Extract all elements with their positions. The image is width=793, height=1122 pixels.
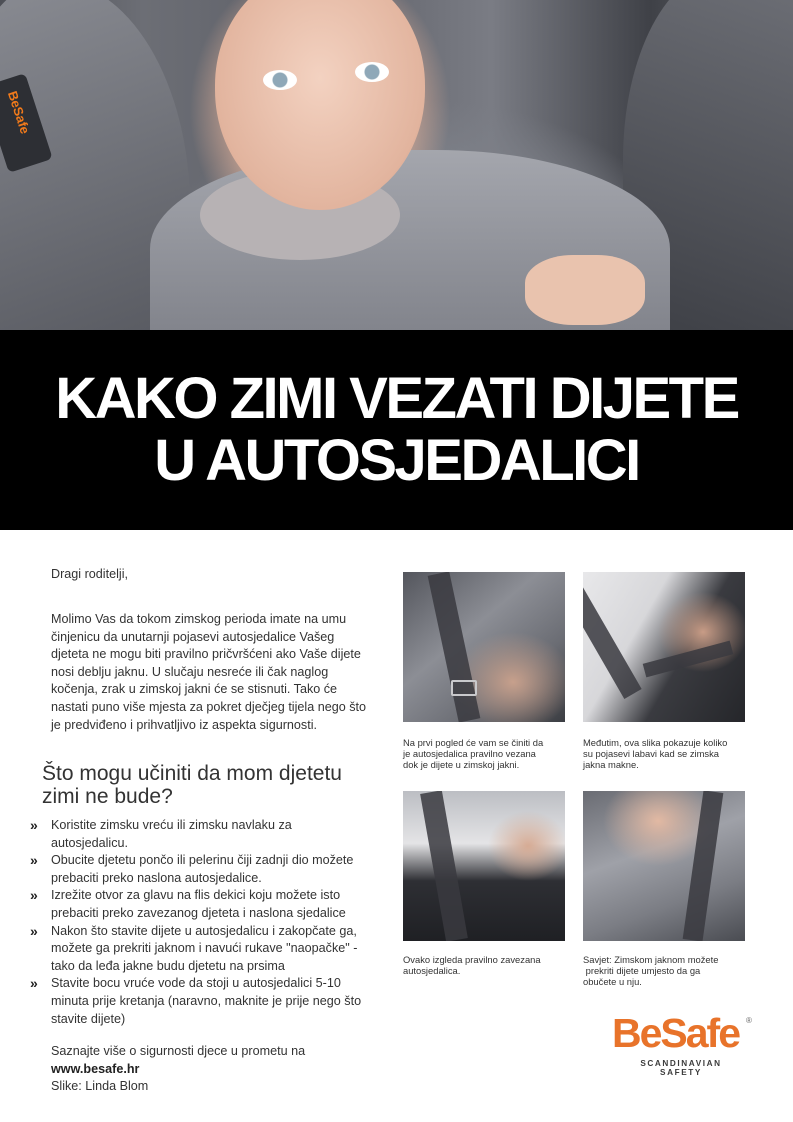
list-item [30, 923, 390, 976]
registered-mark: ® [746, 1016, 752, 1025]
list-item [30, 975, 390, 1028]
photo-caption [403, 737, 563, 770]
brand-logo [612, 1010, 762, 1080]
list-item-line: autosjedalicu. [51, 835, 129, 850]
intro-line: nosi deblju jaknu. U slučaju nesreće ili čak naglog [51, 664, 329, 679]
list-item-line: tako da leđa jakne budu djetetu na prsima [51, 958, 285, 973]
photo-caption [583, 954, 743, 987]
double-chevron-right-icon: » [30, 852, 35, 869]
caption-line: Savjet: Zimskom jaknom možete [583, 954, 719, 965]
list-item-line: Nakon što stavite dijete u autosjedalicu i zakopčate ga, [51, 923, 357, 938]
tagline-line: SAFETY [660, 1068, 702, 1077]
caption-line: su pojasevi labavi kad se zimska [583, 748, 720, 759]
list-item-line: prebaciti preko naslona autosjedalice. [51, 870, 262, 885]
intro-line: nastati puno više mjesta za pokret dječjeg tijela nego što [51, 699, 367, 714]
photo-jacket-on [403, 572, 565, 722]
photo-correct-fit [403, 791, 565, 941]
list-item-line: Obucite djetetu pončo ili pelerinu čiji zadnji dio možete [51, 853, 354, 868]
section-heading-line: Što mogu učiniti da mom djetetu [42, 762, 342, 785]
child-hand-shape [525, 255, 645, 325]
intro-line: Molimo Vas da tokom zimskog perioda imate na umu [51, 612, 347, 626]
section-heading-line: zimi ne bude? [42, 785, 173, 808]
caption-line: prekriti dijete umjesto da ga [583, 965, 701, 976]
eye-shape [355, 62, 389, 82]
list-item-line: možete ga prekriti jaknom i navući rukave "naopačke" - [51, 941, 358, 956]
photo-jacket-over [583, 791, 745, 941]
brand-tagline [616, 1059, 746, 1077]
list-item [30, 817, 390, 852]
list-item [30, 887, 390, 922]
intro-line: činjenicu da unutarnji pojasevi autosjedalice Vašeg [51, 629, 335, 644]
greeting: Dragi roditelji, [51, 567, 128, 581]
website-link[interactable]: www.besafe.hr [51, 1061, 140, 1076]
more-info-text: Saznajte više o sigurnosti djece u prometu na [51, 1044, 306, 1058]
intro-line: djeteta ne mogu biti pravilno pričvršćeni ako Vaše dijete [51, 647, 361, 662]
more-info [51, 1043, 381, 1096]
hero-photo [0, 0, 793, 330]
list-item-line: prebaciti preko zavezanog djeteta i naslona sjedalice [51, 905, 346, 920]
caption-line: obučete u nju. [583, 976, 642, 987]
list-item-line: minuta prije kretanja (naravno, maknite je prije nego što [51, 993, 362, 1008]
intro-line: je predviđeno i prihvatljivo iz aspekta sigurnosti. [51, 717, 318, 732]
buckle-shape [451, 680, 477, 696]
photo-credits: Slike: Linda Blom [51, 1079, 149, 1094]
page-title-line: U AUTOSJEDALICI [154, 428, 639, 493]
double-chevron-right-icon: » [30, 887, 35, 904]
list-item-line: Koristite zimsku vreću ili zimsku navlaku za [51, 818, 292, 832]
caption-line: Međutim, ova slika pokazuje koliko [583, 737, 728, 748]
list-item-line: Stavite bocu vruće vode da stoji u autosjedalici 5-10 [51, 976, 341, 991]
intro-paragraph [51, 611, 381, 734]
caption-line: je autosjedalica pravilno vezana [403, 748, 536, 759]
section-heading [42, 762, 382, 808]
caption-line: dok je dijete u zimskoj jakni. [403, 759, 520, 770]
intro-line: kočenja, zrak u zimskoj jakni će se stisnuti. Tako će [51, 682, 338, 697]
photo-loose-straps [583, 572, 745, 722]
page-title-line: KAKO ZIMI VEZATI DIJETE [55, 366, 738, 431]
double-chevron-right-icon: » [30, 922, 35, 939]
seat-logo-text: BeSafe [4, 89, 33, 136]
title-banner [0, 330, 793, 530]
list-item-line: stavite dijete) [51, 1011, 126, 1026]
eye-shape [263, 70, 297, 90]
caption-line: Na prvi pogled će vam se činiti da [403, 737, 544, 748]
tips-list [30, 817, 390, 1028]
list-item [30, 852, 390, 887]
caption-line: autosjedalica. [403, 965, 461, 976]
caption-line: Ovako izgleda pravilno zavezana [403, 954, 541, 965]
photo-caption [403, 954, 563, 976]
brand-name: BeSafe [612, 1010, 740, 1056]
tagline-line: SCANDINAVIAN [640, 1059, 722, 1068]
page-title [0, 368, 793, 492]
list-item-line: Izrežite otvor za glavu na flis dekici koju možete isto [51, 888, 341, 903]
caption-line: jakna makne. [583, 759, 639, 770]
double-chevron-right-icon: » [30, 975, 35, 992]
photo-caption [583, 737, 743, 770]
double-chevron-right-icon: » [30, 817, 35, 833]
